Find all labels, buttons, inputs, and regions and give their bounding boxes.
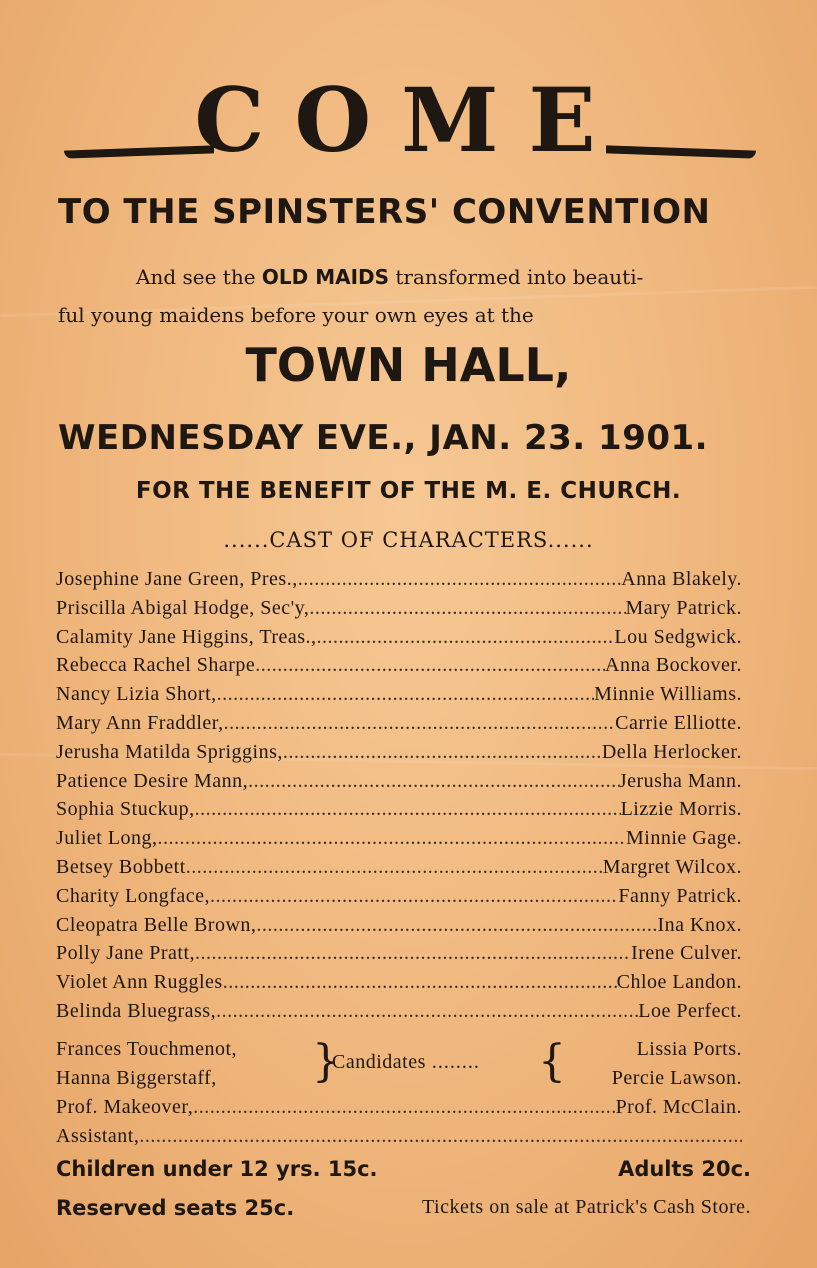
actor-name: Minnie Gage. [626, 827, 742, 850]
cast-row [56, 594, 742, 623]
role-name: Betsey Bobbett [56, 855, 186, 878]
cast-row [56, 911, 742, 940]
candidate-role-1: Frances Touchmenot, [56, 1038, 238, 1060]
role-name: Nancy Lizia Short, [56, 683, 217, 706]
cast-list-end [56, 1093, 742, 1151]
role-name: Assistant, [56, 1124, 140, 1147]
cast-row [56, 824, 742, 853]
candidate-actor-2: Percie Lawson. [611, 1067, 742, 1089]
role-name: Mary Ann Fraddler, [56, 711, 224, 734]
candidate-role-2: Hanna Biggerstaff, [56, 1067, 217, 1089]
cast-row [56, 939, 742, 968]
candidates-group [56, 1035, 742, 1093]
cast-row [56, 738, 742, 767]
actor-name: Jerusha Mann. [618, 769, 742, 792]
role-name: Cleopatra Belle Brown, [56, 913, 257, 936]
cast-row [56, 709, 742, 738]
lead-rest: transformed into beauti- [395, 265, 644, 289]
adults-price: Adults 20c. [618, 1157, 751, 1181]
actor-name: Carrie Elliotte. [615, 711, 742, 734]
cast-row [56, 623, 742, 652]
candidates-label: Candidates [332, 1051, 426, 1073]
actor-name: Della Herlocker. [601, 740, 742, 763]
cast-heading: ......CAST OF CHARACTERS...... [223, 528, 594, 552]
role-name: Violet Ann Ruggles [56, 971, 223, 994]
lead-paragraph [58, 258, 758, 334]
role-name: Priscilla Abigal Hodge, Sec'y, [56, 596, 310, 619]
left-brace: } [312, 1036, 341, 1087]
actor-name: Anna Blakely. [621, 568, 742, 590]
cast-row [56, 853, 742, 882]
event-date: WEDNESDAY EVE., JAN. 23. 1901. [58, 418, 709, 458]
role-name: Josephine Jane Green, Pres., [56, 568, 298, 590]
cast-row [56, 1093, 742, 1122]
role-name: Charity Longface, [56, 884, 210, 907]
lead-prefix: And see the [136, 265, 256, 289]
role-name: Calamity Jane Higgins, Treas., [56, 625, 317, 648]
reserved-price: Reserved seats 25c. [56, 1196, 295, 1220]
actor-name: Lou Sedgwick. [614, 625, 742, 648]
actor-name: Minnie Williams. [594, 683, 742, 706]
right-brace: { [538, 1036, 567, 1087]
children-price: Children under 12 yrs. 15c. [56, 1157, 378, 1181]
convention-subtitle: TO THE SPINSTERS' CONVENTION [58, 192, 711, 232]
role-name: Prof. Makeover, [56, 1096, 194, 1118]
role-name: Rebecca Rachel Sharpe [56, 654, 256, 677]
actor-name: Ina Knox. [657, 913, 742, 936]
cast-row [56, 680, 742, 709]
actor-name: Fanny Patrick. [618, 884, 742, 907]
cast-list [56, 565, 742, 1026]
cast-row [56, 882, 742, 911]
actor-name: Chloe Landon. [616, 971, 742, 994]
actor-name: Lizzie Morris. [620, 798, 742, 821]
role-name: Belinda Bluegrass, [56, 999, 217, 1022]
actor-name: Irene Culver. [631, 942, 742, 965]
lead-line-2: ful young maidens before your own eyes at the [58, 303, 534, 327]
cast-row [56, 651, 742, 680]
cast-row [56, 795, 742, 824]
venue-heading: TOWN HALL, [245, 338, 572, 392]
actor-name: Mary Patrick. [625, 596, 742, 619]
ticket-info: Tickets on sale at Patrick's Cash Store. [422, 1196, 751, 1218]
role-name: Polly Jane Pratt, [56, 942, 196, 965]
cast-row [56, 565, 742, 594]
actor-name: Loe Perfect. [638, 999, 742, 1022]
role-name: Juliet Long, [56, 827, 158, 850]
role-name: Patience Desire Mann, [56, 769, 249, 792]
cast-row [56, 1122, 742, 1151]
come-heading: COME [194, 68, 626, 172]
cast-row [56, 968, 742, 997]
candidate-actor-1: Lissia Ports. [636, 1038, 742, 1060]
come-banner [60, 70, 760, 170]
benefit-line: FOR THE BENEFIT OF THE M. E. CHURCH. [135, 478, 682, 504]
candidates-label-wrap: Candidates ........ [332, 1051, 480, 1073]
actor-name: Anna Bockover. [605, 654, 742, 677]
actor-name: Margret Wilcox. [602, 855, 742, 878]
role-name: Jerusha Matilda Spriggins, [56, 740, 283, 763]
actor-name: Prof. McClain. [615, 1096, 742, 1118]
old-maids-highlight: OLD MAIDS [261, 265, 390, 289]
role-name: Sophia Stuckup, [56, 798, 195, 821]
cast-row [56, 997, 742, 1026]
cast-row [56, 767, 742, 796]
